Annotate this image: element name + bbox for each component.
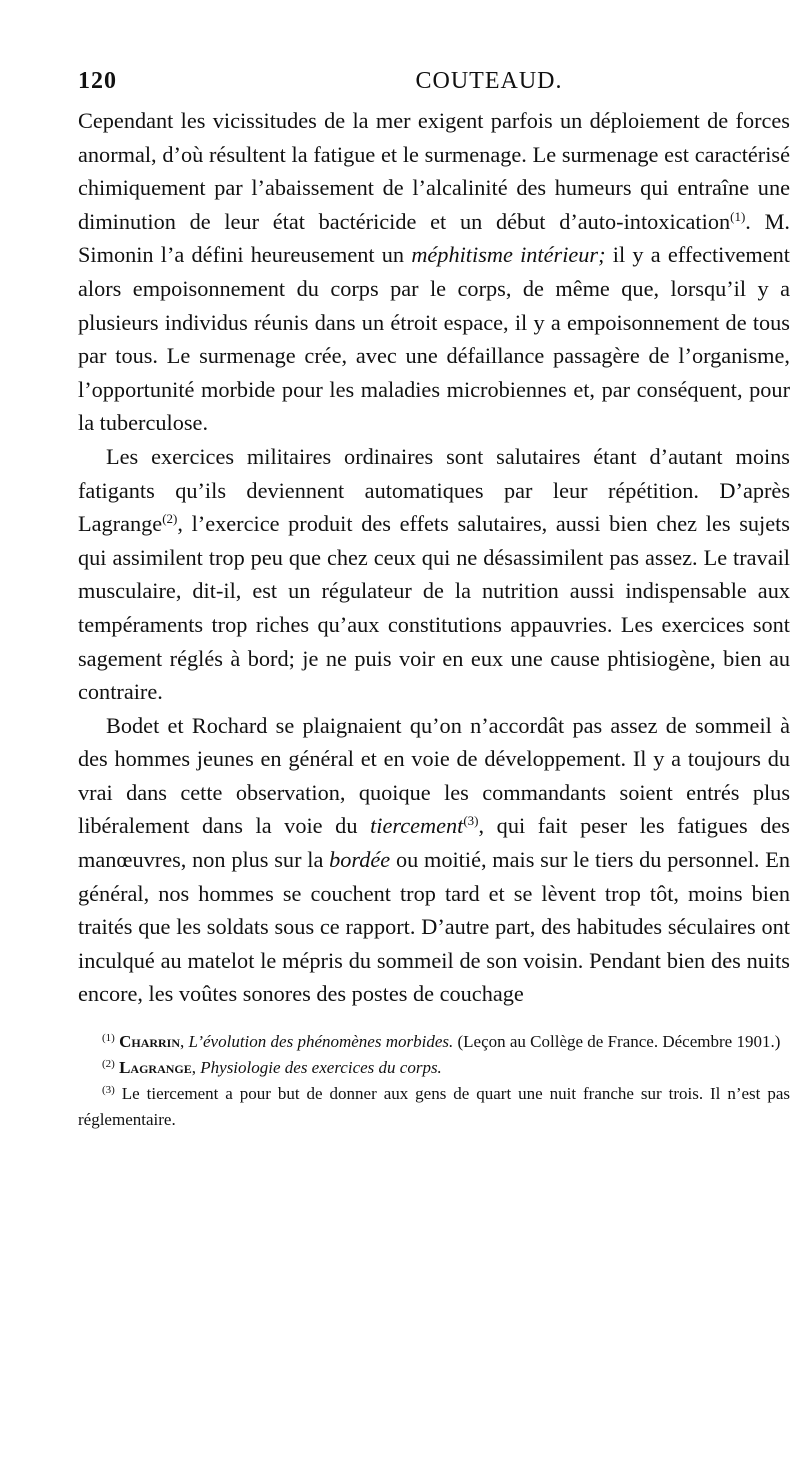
text-run: Cependant les vicissitudes de la mer exigent parfois un déploiement de forces anormal, d’où résultent la fatigue et le surmenage. Le surmenage est caractérisé chimiquement par l’abaissement de l’alcalinité des humeurs qui entraîne une diminution de leur état bactéricide et un début d’auto-intoxication bbox=[78, 108, 790, 234]
footnote-marker: (2) bbox=[162, 511, 178, 527]
footnote bbox=[78, 1055, 790, 1081]
author-name: Lagrange bbox=[119, 1058, 192, 1078]
body-text bbox=[78, 104, 790, 1011]
paragraph bbox=[78, 440, 790, 709]
text-run: , bbox=[180, 1032, 189, 1052]
book-page bbox=[78, 62, 790, 1133]
text-run: , qui fait peser les fatigues des manœuvres, non plus sur la bbox=[78, 813, 790, 873]
text-run: , l’exercice produit des effets salutaires, aussi bien chez les sujets qui assimilent trop peu que chez ceux qui ne désassimilent pas assez. Le travail musculaire, dit-il, est un régulateur de la nutrition aussi indispensable aux tempéraments trop riches qu’aux constitutions appauvries. Les exercices sont sagement réglés à bord; je ne puis voir en eux une cause phtisiogène, bien au contraire. bbox=[78, 511, 790, 705]
text-run: , bbox=[191, 1058, 201, 1078]
footnote-marker: (1) bbox=[730, 208, 746, 224]
footnotes bbox=[78, 1029, 790, 1133]
italic-text: Physiologie des exercices du corps. bbox=[200, 1058, 442, 1078]
italic-text: bordée bbox=[329, 847, 391, 873]
italic-text: tiercement bbox=[370, 813, 464, 839]
running-title: COUTEAUD. bbox=[415, 68, 563, 94]
text-run: Les exercices militaires ordinaires sont salutaires étant d’autant moins fatigants qu’ils deviennent automatiques par leur répétition. D’après Lagrange bbox=[78, 443, 790, 537]
italic-text: méphitisme intérieur; bbox=[411, 242, 606, 268]
text-run: il y a effectivement alors empoisonnement du corps par le corps, de même que, lorsqu’il y a plusieurs individus réunis dans un étroit espace, il y a empoisonnement de tous par tous. Le surmenage crée, avec une défaillance passagère de l’organisme, l’opportunité morbide pour les maladies microbiennes et, par conséquent, pour la tuberculose. bbox=[78, 242, 791, 436]
text-run: Le tiercement a pour but de donner aux gens de quart une nuit franche sur trois. Il n’est pas réglementaire. bbox=[78, 1084, 790, 1130]
paragraph bbox=[78, 709, 790, 1011]
text-run: . M. Simonin l’a défini heureusement un bbox=[78, 208, 790, 268]
footnote-marker: (3) bbox=[102, 1084, 115, 1097]
paragraph bbox=[78, 104, 790, 440]
author-name: Charrin bbox=[119, 1032, 181, 1052]
italic-text: L’évolution des phénomènes morbides. bbox=[188, 1032, 454, 1052]
footnote-marker: (3) bbox=[463, 813, 479, 829]
footnote bbox=[78, 1029, 790, 1055]
page-number: 120 bbox=[78, 68, 117, 94]
footnote-marker: (2) bbox=[102, 1058, 115, 1071]
footnote bbox=[78, 1081, 790, 1133]
text-run: ou moitié, mais sur le tiers du personnel. En général, nos hommes se couchent trop tard et se lèvent trop tôt, moins bien traités que les soldats sous ce rapport. D’autre part, des habitudes séculaires ont inculqué au matelot le mépris du sommeil de son voisin. Pendant bien des nuits encore, les voûtes sonores des postes de couchage bbox=[78, 847, 790, 1007]
text-run: Bodet et Rochard se plaignaient qu’on n’accordât pas assez de sommeil à des hommes jeunes en général et en voie de développement. Il y a toujours du vrai dans cette observation, quoique les commandants soient entrés plus libéralement dans la voie du bbox=[78, 712, 790, 839]
text-run: (Leçon au Collège de France. Décembre 1901.) bbox=[453, 1032, 781, 1052]
page-header bbox=[78, 62, 790, 102]
footnote-marker: (1) bbox=[102, 1032, 115, 1045]
